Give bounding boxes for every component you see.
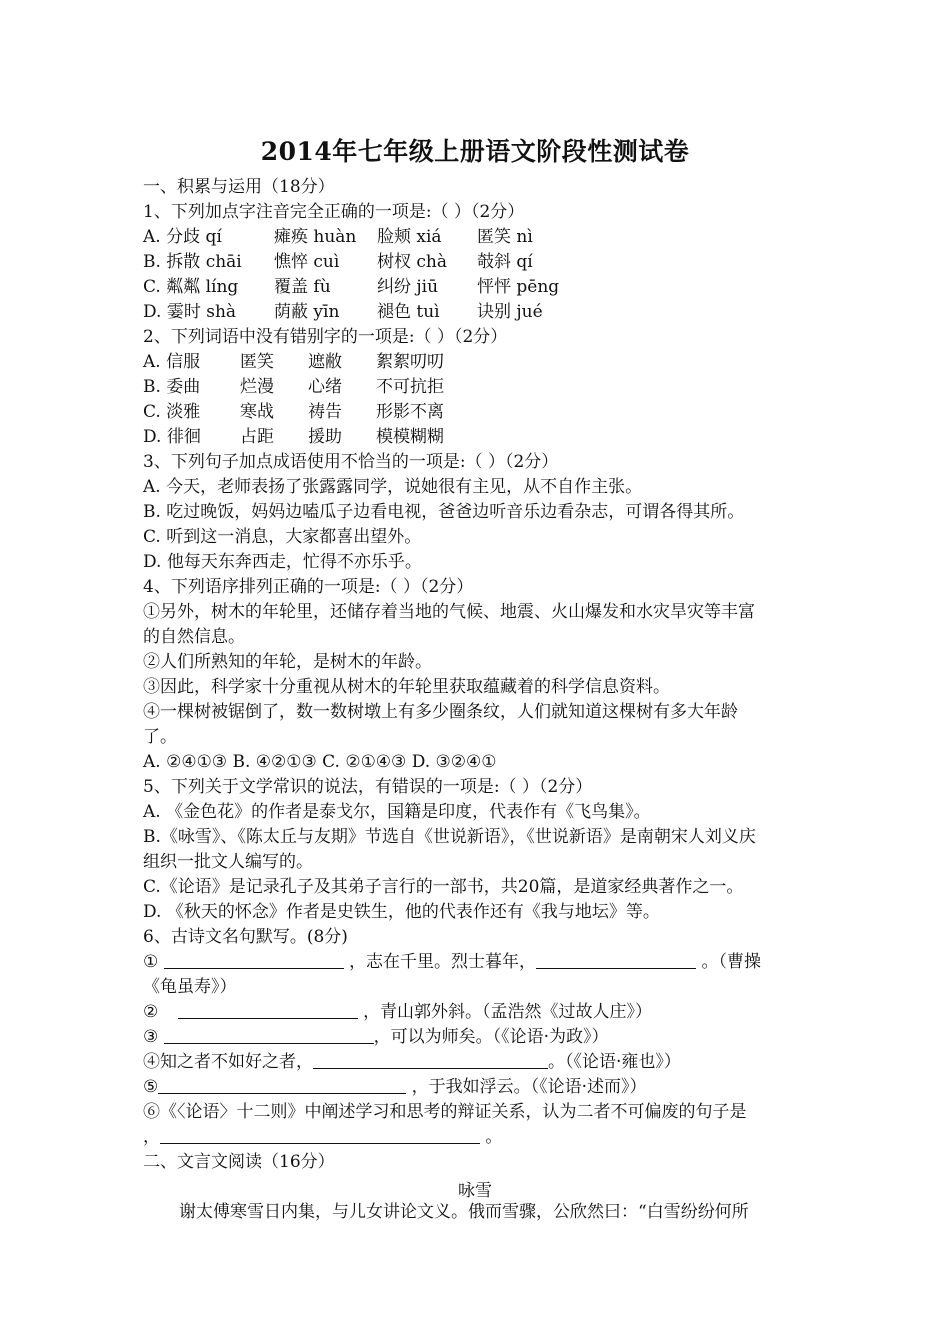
answer-blank[interactable] bbox=[160, 1127, 480, 1144]
option-line: B. 吃过晚饭，妈妈边嗑瓜子边看电视，爸爸边听音乐边看杂志，可谓各得其所。 bbox=[143, 502, 745, 522]
option-item: 祷告 bbox=[308, 402, 342, 422]
line-text: ，青山郭外斜。（孟浩然《过故人庄》） bbox=[363, 1002, 653, 1022]
option-item: 褪色 tuì bbox=[377, 302, 440, 322]
option-line: B.《咏雪》、《陈太丘与友期》节选自《世说新语》，《世说新语》是南朝宋人刘义庆 bbox=[143, 827, 756, 847]
sentence-line: 了。 bbox=[143, 727, 177, 747]
option-line: D. 《秋天的怀念》作者是史铁生，他的代表作还有《我与地坛》等。 bbox=[143, 902, 660, 922]
option-item: 占距 bbox=[240, 427, 274, 447]
option-item: C. 粼粼 líng bbox=[143, 277, 239, 297]
option-item: 模模糊糊 bbox=[376, 427, 444, 447]
passage-text: 谢太傅寒雪日内集，与儿女讲论文义。俄而雪骤，公欣然曰：“白雪纷纷何所 bbox=[179, 1202, 749, 1222]
option-item: 憔悴 cuì bbox=[274, 252, 340, 272]
option-item: 怦怦 pēng bbox=[477, 277, 560, 297]
option-item: 树杈 chà bbox=[377, 252, 448, 272]
option-line: D. 他每天东奔西走，忙得不亦乐乎。 bbox=[143, 552, 422, 572]
sentence-line: ④一棵树被锯倒了，数一数树墩上有多少圈条纹，人们就知道这棵树有多大年龄 bbox=[143, 702, 738, 722]
option-item: 瘫痪 huàn bbox=[274, 227, 357, 247]
question-stem: 2、下列词语中没有错别字的一项是:（ ）（2分） bbox=[143, 327, 508, 347]
question-stem: 1、下列加点字注音完全正确的一项是:（ ）（2分） bbox=[143, 202, 525, 222]
option-line: C. 听到这一消息，大家都喜出望外。 bbox=[143, 527, 422, 547]
option-item: 烂漫 bbox=[240, 377, 274, 397]
option-item: 脸颊 xiá bbox=[377, 227, 442, 247]
answer-blank[interactable] bbox=[178, 1002, 358, 1019]
option-item: 荫蔽 yīn bbox=[274, 302, 340, 322]
option-line: 组织一批文人编写的。 bbox=[143, 852, 313, 872]
line-number: ③ bbox=[143, 1027, 159, 1047]
passage-title: 咏雪 bbox=[458, 1181, 492, 1201]
fill-line bbox=[143, 1126, 502, 1148]
sentence-line: ②人们所熟知的年轮，是树木的年龄。 bbox=[143, 652, 432, 672]
option-item: 覆盖 fù bbox=[274, 277, 331, 297]
option-item: 不可抗拒 bbox=[376, 377, 444, 397]
option-line: A. 《金色花》的作者是泰戈尔，国籍是印度，代表作有《飞鸟集》。 bbox=[143, 802, 651, 822]
line-number: ⑤ bbox=[143, 1077, 159, 1097]
line-text: ，可以为师矣。（《论语·为政》） bbox=[373, 1027, 609, 1047]
fill-line bbox=[143, 951, 761, 973]
option-row bbox=[143, 351, 444, 373]
line-text: 。（《论语·雍也》） bbox=[548, 1052, 681, 1072]
option-item: B. 拆散 chāi bbox=[143, 252, 242, 272]
option-row bbox=[143, 276, 559, 298]
option-line: A. 今天，老师表扬了张露露同学，说她很有主见，从不自作主张。 bbox=[143, 477, 643, 497]
answer-blank[interactable] bbox=[536, 952, 696, 969]
line-text: ， bbox=[143, 1127, 160, 1147]
option-item: 匿笑 bbox=[240, 352, 274, 372]
answer-blank[interactable] bbox=[164, 1027, 374, 1044]
option-row bbox=[143, 376, 444, 398]
option-item: 心绪 bbox=[308, 377, 342, 397]
option-row bbox=[143, 301, 543, 323]
section-heading: 二、文言文阅读（16分） bbox=[143, 1152, 335, 1172]
option-item: 絮絮叨叨 bbox=[376, 352, 444, 372]
line-text: ，志在千里。烈士暮年， bbox=[349, 952, 537, 972]
option-item: C. 淡雅 bbox=[143, 402, 201, 422]
sentence-line: ③因此，科学家十分重视从树木的年轮里获取蕴藏着的科学信息资料。 bbox=[143, 677, 670, 697]
fill-line: 《龟虽寿》） bbox=[143, 977, 237, 997]
line-text: ④知之者不如好之者， bbox=[143, 1052, 313, 1072]
option-item: B. 委曲 bbox=[143, 377, 201, 397]
option-row bbox=[143, 251, 533, 273]
option-item: 寒战 bbox=[240, 402, 274, 422]
option-line: A. ②④①③ B. ④②①③ C. ②①④③ D. ③②④① bbox=[143, 752, 497, 772]
line-text: 。 bbox=[485, 1127, 503, 1147]
option-item: D. 霎时 shà bbox=[143, 302, 237, 322]
fill-line bbox=[143, 1001, 652, 1023]
option-row bbox=[143, 401, 444, 423]
sentence-line: 的自然信息。 bbox=[143, 627, 245, 647]
option-item: 援助 bbox=[308, 427, 342, 447]
sentence-line: ①另外，树木的年轮里，还储存着当地的气候、地震、火山爆发和水灾旱灾等丰富 bbox=[143, 602, 755, 622]
question-stem: 3、下列句子加点成语使用不恰当的一项是:（ ）（2分） bbox=[143, 452, 559, 472]
fill-line bbox=[143, 1076, 647, 1098]
answer-blank[interactable] bbox=[158, 1077, 406, 1094]
option-item: A. 信服 bbox=[143, 352, 201, 372]
option-line: C.《论语》是记录孔子及其弟子言行的一部书，共20篇，是道家经典著作之一。 bbox=[143, 877, 744, 897]
section-heading: 一、积累与运用（18分） bbox=[143, 177, 335, 197]
option-row bbox=[143, 426, 444, 448]
option-item: 形影不离 bbox=[376, 402, 444, 422]
option-row bbox=[143, 226, 533, 248]
option-item: D. 徘徊 bbox=[143, 427, 201, 447]
fill-line bbox=[143, 1051, 681, 1073]
option-item: 攲斜 qí bbox=[477, 252, 533, 272]
option-item: A. 分歧 qí bbox=[143, 227, 222, 247]
option-item: 遮敝 bbox=[308, 352, 342, 372]
line-text: 。（曹操 bbox=[701, 952, 761, 972]
question-stem: 4、下列语序排列正确的一项是:（ ）（2分） bbox=[143, 577, 474, 597]
line-number: ① bbox=[143, 952, 159, 972]
option-item: 诀别 jué bbox=[477, 302, 543, 322]
fill-line: ⑥《〈论语〉十二则》中阐述学习和思考的辩证关系，认为二者不可偏废的句子是 bbox=[143, 1102, 747, 1122]
fill-line bbox=[143, 1026, 609, 1048]
page-title: 2014年七年级上册语文阶段性测试卷 bbox=[260, 137, 690, 166]
line-number: ② bbox=[143, 1002, 159, 1022]
option-item: 匿笑 nì bbox=[477, 227, 533, 247]
line-text: ，于我如浮云。（《论语·述而》） bbox=[411, 1077, 647, 1097]
answer-blank[interactable] bbox=[164, 952, 344, 969]
option-item: 纠纷 jiū bbox=[377, 277, 439, 297]
answer-blank[interactable] bbox=[313, 1052, 548, 1069]
question-stem: 6、古诗文名句默写。(8分) bbox=[143, 927, 348, 947]
question-stem: 5、下列关于文学常识的说法，有错误的一项是:（ ）（2分） bbox=[143, 777, 593, 797]
